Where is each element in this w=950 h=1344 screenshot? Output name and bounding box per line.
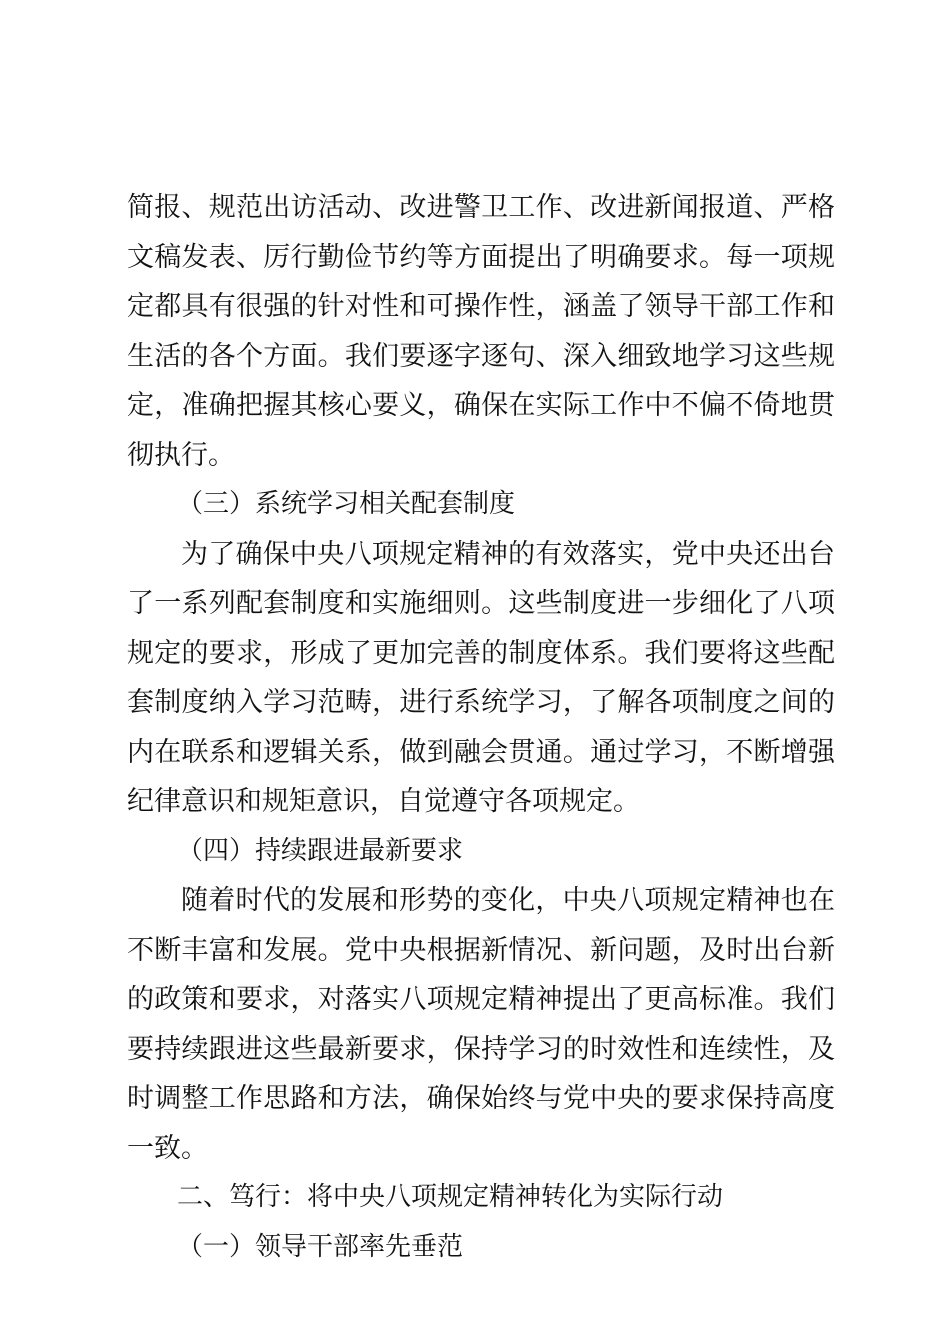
- section-heading-1: （一）领导干部率先垂范: [177, 1231, 464, 1262]
- section-heading-3: （三）系统学习相关配套制度: [177, 489, 516, 519]
- chapter-heading-2: 二、笃行：将中央八项规定精神转化为实际行动: [177, 1182, 724, 1212]
- paragraph-requirements-continued: 简报、规范出访活动、改进警卫工作、改进新闻报道、严格文稿发表、厉行勤俭节约等方面提出了明确要求。每一项规定都具有很强的针对性和可操作性，涵盖了领导干部工作和生活的各个方面。我们要逐字逐句、深入细致地学习这些规定，准确把握其核心要义，确保在实际工作中不偏不倚地贯彻执行。: [127, 192, 835, 471]
- section-heading-4: （四）持续跟进最新要求: [177, 835, 464, 866]
- paragraph-supporting-systems: 为了确保中央八项规定精神的有效落实，党中央还出台了一系列配套制度和实施细则。这些制度进一步细化了八项规定的要求，形成了更加完善的制度体系。我们要将这些配套制度纳入学习范畴，进行系统学习，了解各项制度之间的内在联系和逻辑关系，做到融会贯通。通过学习，不断增强纪律意识和规矩意识，自觉遵守各项规定。: [127, 538, 835, 817]
- paragraph-latest-requirements: 随着时代的发展和形势的变化，中央八项规定精神也在不断丰富和发展。党中央根据新情况、新问题，及时出台新的政策和要求，对落实八项规定精神提出了更高标准。我们要持续跟进这些最新要求，保持学习的时效性和连续性，及时调整工作思路和方法，确保始终与党中央的要求保持高度一致。: [127, 885, 835, 1164]
- document-body: [127, 183, 835, 1272]
